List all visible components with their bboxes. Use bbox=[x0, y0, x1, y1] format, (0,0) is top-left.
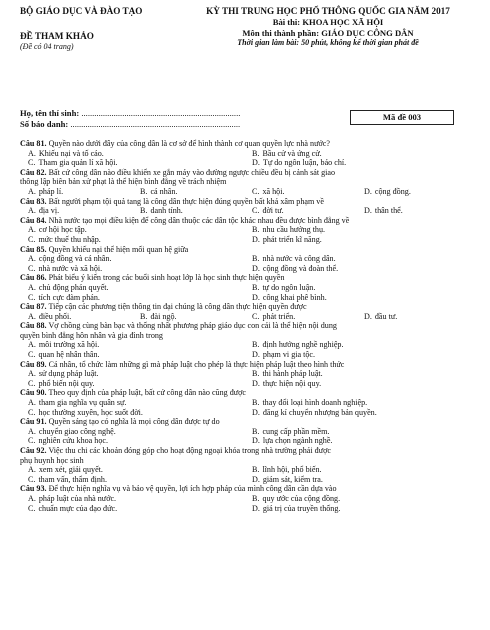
option-text: nhà nước và xã hội. bbox=[38, 263, 103, 273]
paper-name: Bài thi: KHOA HỌC XÃ HỘI bbox=[272, 17, 384, 27]
question-stem-line bbox=[20, 273, 476, 283]
answer-option bbox=[252, 206, 364, 216]
option-label: B. bbox=[252, 225, 260, 235]
question-stem-line bbox=[20, 417, 476, 427]
option-label: A. bbox=[28, 206, 36, 216]
answer-option bbox=[140, 187, 252, 197]
answer-row bbox=[20, 427, 476, 437]
subject-name: Môn thi thành phần: GIÁO DỤC CÔNG DÂN bbox=[242, 27, 414, 38]
question-text: Quyền khiếu nại thể hiện mối quan hệ giữa bbox=[48, 244, 189, 254]
answer-row bbox=[20, 465, 476, 475]
option-label: B. bbox=[252, 426, 260, 436]
option-label: B. bbox=[252, 493, 260, 503]
option-text: Khiếu nại và tố cáo. bbox=[38, 148, 104, 158]
question-item bbox=[20, 168, 476, 197]
option-text: thân thể. bbox=[374, 206, 403, 216]
answer-option bbox=[252, 494, 476, 504]
answer-option bbox=[252, 283, 476, 293]
answer-option bbox=[252, 398, 476, 408]
option-label: D. bbox=[364, 206, 372, 216]
option-label: D. bbox=[252, 234, 260, 244]
option-label: D. bbox=[364, 186, 372, 196]
answer-option bbox=[28, 350, 252, 360]
answer-row bbox=[20, 283, 476, 293]
option-label: B. bbox=[140, 206, 148, 216]
question-item bbox=[20, 417, 476, 446]
question-item bbox=[20, 446, 476, 484]
answer-row bbox=[20, 504, 476, 514]
option-text: đời tư. bbox=[262, 206, 284, 216]
header-right bbox=[178, 6, 478, 48]
question-stem-line bbox=[20, 245, 476, 255]
option-label: C. bbox=[28, 436, 36, 446]
answer-option bbox=[28, 340, 252, 350]
option-label: B. bbox=[252, 282, 260, 292]
option-text: thi hành pháp luật. bbox=[262, 369, 323, 379]
answer-option bbox=[28, 436, 252, 446]
answer-option bbox=[28, 465, 252, 475]
option-label: D. bbox=[252, 263, 260, 273]
answer-row bbox=[20, 494, 476, 504]
option-label: A. bbox=[28, 369, 36, 379]
answer-option bbox=[28, 408, 252, 418]
question-text: Tiếp cận các phương tiện thông tin đại chúng là công dân thực hiện quyền được bbox=[48, 302, 307, 312]
option-text: tham vấn, thẩm định. bbox=[38, 474, 107, 484]
answer-option bbox=[28, 187, 140, 197]
answer-option bbox=[252, 369, 476, 379]
option-text: phạm vi gia tộc. bbox=[262, 350, 316, 360]
header-left bbox=[20, 6, 170, 52]
question-text: Vợ chồng cùng bàn bạc và thống nhất phương pháp giáo dục con cái là thể hiện nội dung bbox=[48, 321, 337, 331]
option-text: sử dụng pháp luật. bbox=[38, 369, 99, 379]
option-text: nhu cầu hưởng thụ. bbox=[262, 225, 326, 235]
answer-option bbox=[28, 149, 252, 159]
option-label: C. bbox=[28, 292, 36, 302]
option-text: cung cấp phần mềm. bbox=[262, 426, 330, 436]
question-stem-line bbox=[20, 360, 476, 370]
question-stem-line bbox=[20, 302, 476, 312]
option-label: C. bbox=[28, 234, 36, 244]
question-stem-line bbox=[20, 446, 476, 456]
question-item bbox=[20, 360, 476, 389]
answer-option bbox=[252, 465, 476, 475]
answer-option bbox=[252, 254, 476, 264]
option-text: phổ biến nội quy. bbox=[38, 378, 95, 388]
question-number: Câu 87. bbox=[20, 302, 47, 312]
answer-row bbox=[20, 369, 476, 379]
question-stem-line bbox=[20, 177, 476, 187]
answer-option bbox=[28, 235, 252, 245]
question-stem-line bbox=[20, 216, 476, 226]
answer-option bbox=[28, 312, 140, 322]
exam-header bbox=[0, 6, 490, 82]
answer-row bbox=[20, 293, 476, 303]
option-text: quan hệ nhân thân. bbox=[38, 350, 100, 360]
question-number: Câu 91. bbox=[20, 417, 47, 427]
option-text: pháp lí. bbox=[38, 186, 64, 196]
question-number: Câu 84. bbox=[20, 215, 47, 225]
answer-option bbox=[28, 225, 252, 235]
option-text: danh tính. bbox=[150, 206, 183, 216]
option-label: D. bbox=[252, 503, 260, 513]
answer-row bbox=[20, 340, 476, 350]
answer-option bbox=[252, 158, 476, 168]
question-number: Câu 93. bbox=[20, 484, 47, 494]
question-list bbox=[20, 139, 476, 513]
option-text: tham gia nghĩa vụ quân sự. bbox=[38, 398, 127, 408]
option-text: công khai phê bình. bbox=[262, 292, 327, 302]
answer-option bbox=[28, 206, 140, 216]
answer-option bbox=[28, 398, 252, 408]
question-number: Câu 82. bbox=[20, 167, 47, 177]
option-text: Tham gia quản lí xã hội. bbox=[38, 158, 118, 168]
option-text: xã hội. bbox=[262, 186, 285, 196]
answer-option bbox=[252, 379, 476, 389]
question-item bbox=[20, 139, 476, 168]
option-text: phát triển kĩ năng. bbox=[262, 234, 322, 244]
option-text: đài ngộ. bbox=[150, 311, 177, 321]
question-text: Việc thu chi các khoản đóng góp cho hoạt động ngoại khóa trong nhà trường phải được bbox=[48, 446, 331, 455]
option-text: cộng đồng và cá nhân. bbox=[38, 254, 112, 264]
answer-option bbox=[252, 312, 364, 322]
option-label: A. bbox=[28, 254, 36, 264]
question-number: Câu 90. bbox=[20, 388, 47, 398]
option-text: Bầu cử và ứng cử. bbox=[262, 148, 322, 158]
answer-option bbox=[28, 283, 252, 293]
answer-option bbox=[140, 206, 252, 216]
option-text: lĩnh hội, phổ biến. bbox=[262, 465, 322, 475]
question-text: Phát biểu ý kiến trong các buổi sinh hoạt lớp là học sinh thực hiện quyền bbox=[48, 273, 285, 283]
student-name-field: .......................................................................... bbox=[81, 108, 241, 118]
option-text: môi trường xã hội. bbox=[38, 340, 100, 350]
option-text: thực hiện nội quy. bbox=[262, 378, 322, 388]
option-label: A. bbox=[28, 186, 36, 196]
option-label: B. bbox=[252, 369, 260, 379]
answer-option bbox=[252, 427, 476, 437]
answer-row bbox=[20, 379, 476, 389]
answer-row bbox=[20, 235, 476, 245]
option-label: C. bbox=[28, 407, 36, 417]
option-text: đăng kí chuyển nhượng bản quyền. bbox=[262, 407, 377, 417]
answer-option bbox=[252, 340, 476, 350]
option-text: chuyển giao công nghệ. bbox=[38, 426, 116, 436]
question-stem-line bbox=[20, 456, 476, 466]
question-number: Câu 89. bbox=[20, 359, 47, 369]
answer-row bbox=[20, 264, 476, 274]
option-label: C. bbox=[28, 263, 36, 273]
answer-option bbox=[28, 369, 252, 379]
answer-option bbox=[252, 350, 476, 360]
question-text: thông lập biên bản xử phạt là thể hiện bình đẳng về trách nhiệm bbox=[20, 177, 227, 187]
option-label: C. bbox=[252, 311, 260, 321]
option-label: C. bbox=[28, 378, 36, 388]
question-stem-line bbox=[20, 168, 476, 178]
option-text: pháp luật của nhà nước. bbox=[38, 493, 117, 503]
student-name-label: Họ, tên thí sinh: bbox=[20, 108, 80, 118]
option-label: C. bbox=[28, 158, 36, 168]
option-label: A. bbox=[28, 225, 36, 235]
option-text: học thường xuyên, học suốt đời. bbox=[38, 407, 143, 417]
option-text: cộng đồng và đoàn thể. bbox=[262, 263, 339, 273]
question-stem-line bbox=[20, 197, 476, 207]
answer-option bbox=[252, 187, 364, 197]
option-text: cơ hội học tập. bbox=[38, 225, 87, 235]
answer-option bbox=[252, 149, 476, 159]
question-text: phụ huynh học sinh bbox=[20, 455, 84, 465]
answer-row bbox=[20, 398, 476, 408]
exam-code-box: Mã đề 003 bbox=[350, 110, 454, 125]
option-text: định hướng nghề nghiệp. bbox=[262, 340, 344, 350]
option-label: C. bbox=[28, 474, 36, 484]
option-text: địa vị. bbox=[38, 206, 60, 216]
option-text: xem xét, giải quyết. bbox=[38, 465, 103, 475]
answer-option bbox=[252, 504, 476, 514]
question-item bbox=[20, 321, 476, 359]
option-label: A. bbox=[28, 493, 36, 503]
option-text: nghiên cứu khoa học. bbox=[38, 436, 109, 446]
question-item bbox=[20, 245, 476, 274]
question-text: Nhà nước tạo mọi điều kiện để công dân thuộc các dân tộc khác nhau đều được bình đẳng về bbox=[48, 215, 350, 225]
option-text: chủ động phán quyết. bbox=[38, 282, 109, 292]
option-label: D. bbox=[252, 158, 260, 168]
option-text: nhà nước và công dân. bbox=[262, 254, 336, 264]
answer-row bbox=[20, 149, 476, 159]
question-item bbox=[20, 484, 476, 513]
duration-note: Thời gian làm bài: 50 phút, không kể thời gian phát đề bbox=[237, 38, 419, 47]
question-item bbox=[20, 197, 476, 216]
option-text: mức thuế thu nhập. bbox=[38, 234, 101, 244]
option-text: tích cực đàm phán. bbox=[38, 292, 100, 302]
option-label: D. bbox=[252, 474, 260, 484]
option-label: D. bbox=[252, 436, 260, 446]
answer-row bbox=[20, 254, 476, 264]
option-label: D. bbox=[364, 311, 372, 321]
answer-option bbox=[252, 264, 476, 274]
answer-option bbox=[28, 379, 252, 389]
student-id-label: Số báo danh: bbox=[20, 119, 69, 129]
option-label: B. bbox=[252, 340, 260, 350]
option-label: A. bbox=[28, 426, 36, 436]
option-label: A. bbox=[28, 340, 36, 350]
exam-title: KỲ THI TRUNG HỌC PHỔ THÔNG QUỐC GIA NĂM 2017 bbox=[206, 6, 450, 16]
question-stem-line bbox=[20, 331, 476, 341]
question-text: Để thực hiện nghĩa vụ và bảo vệ quyền, lợi ích hợp pháp của mình công dân cần dựa vào bbox=[48, 484, 337, 494]
option-label: B. bbox=[252, 398, 260, 408]
answer-option bbox=[28, 254, 252, 264]
question-item bbox=[20, 388, 476, 417]
answer-option bbox=[28, 504, 252, 514]
option-text: quy ước của cộng đồng. bbox=[262, 493, 341, 503]
question-text: Bất người phạm tội quả tang là công dân thực hiện đúng quyền bất khả xâm phạm về bbox=[48, 196, 324, 206]
option-label: D. bbox=[252, 292, 260, 302]
option-label: A. bbox=[28, 311, 36, 321]
student-id-field: ............................................................................... bbox=[70, 119, 241, 129]
answer-option bbox=[252, 408, 476, 418]
answer-option bbox=[364, 206, 476, 216]
option-text: đầu tư. bbox=[374, 311, 398, 321]
answer-row bbox=[20, 225, 476, 235]
question-number: Câu 85. bbox=[20, 244, 47, 254]
option-label: A. bbox=[28, 148, 36, 158]
option-text: lựa chọn ngành nghề. bbox=[262, 436, 333, 446]
question-text: Quyền nào dưới đây của công dân là cơ sở để hình thành cơ quan quyền lực nhà nước? bbox=[48, 139, 330, 148]
option-text: tự do ngôn luận. bbox=[262, 282, 316, 292]
option-label: D. bbox=[252, 350, 260, 360]
answer-option bbox=[28, 427, 252, 437]
option-label: B. bbox=[140, 311, 148, 321]
question-item bbox=[20, 273, 476, 302]
answer-row bbox=[20, 436, 476, 446]
option-text: chuẩn mực của đạo đức. bbox=[38, 503, 118, 513]
question-text: quyền bình đẳng hôn nhân và gia đình trong bbox=[20, 330, 163, 340]
question-stem-line bbox=[20, 139, 476, 149]
option-text: điều phối. bbox=[38, 311, 72, 321]
option-text: giá trị của truyền thống. bbox=[262, 503, 341, 513]
option-label: A. bbox=[28, 398, 36, 408]
option-text: Tự do ngôn luận, báo chí. bbox=[262, 158, 347, 168]
option-text: cộng đồng. bbox=[374, 186, 411, 196]
question-text: Theo quy định của pháp luật, bất cứ công dân nào cũng được bbox=[48, 388, 247, 398]
answer-row bbox=[20, 350, 476, 360]
pages-note: (Đề có 04 trang) bbox=[20, 42, 74, 51]
answer-option bbox=[28, 293, 252, 303]
option-label: D. bbox=[252, 407, 260, 417]
answer-option bbox=[252, 293, 476, 303]
question-text: Cá nhân, tổ chức làm những gì mà pháp luật cho phép là thực hiện pháp luật theo hình thức bbox=[48, 359, 345, 369]
question-item bbox=[20, 302, 476, 321]
answer-option bbox=[252, 235, 476, 245]
question-number: Câu 86. bbox=[20, 273, 47, 283]
answer-option bbox=[252, 475, 476, 485]
option-text: thay đổi loại hình doanh nghiệp. bbox=[262, 398, 368, 408]
question-item bbox=[20, 216, 476, 245]
option-label: B. bbox=[252, 148, 260, 158]
option-label: A. bbox=[28, 282, 36, 292]
question-stem-line bbox=[20, 388, 476, 398]
option-label: B. bbox=[252, 254, 260, 264]
option-label: C. bbox=[252, 206, 260, 216]
answer-row bbox=[20, 408, 476, 418]
option-label: B. bbox=[252, 465, 260, 475]
doc-type: ĐỀ THAM KHẢO bbox=[20, 31, 94, 41]
answer-option bbox=[140, 312, 252, 322]
question-number: Câu 81. bbox=[20, 139, 47, 148]
answer-row bbox=[20, 187, 476, 197]
answer-row bbox=[20, 158, 476, 168]
question-text: Bất cứ công dân nào điều khiển xe gắn máy vào đường ngược chiều đều bị cảnh sát giao bbox=[48, 167, 336, 177]
option-text: phát triển. bbox=[262, 311, 296, 321]
answer-row bbox=[20, 206, 476, 216]
answer-option bbox=[252, 436, 476, 446]
option-label: D. bbox=[252, 378, 260, 388]
answer-option bbox=[252, 225, 476, 235]
option-label: C. bbox=[28, 350, 36, 360]
option-label: C. bbox=[252, 186, 260, 196]
answer-option bbox=[364, 312, 476, 322]
ministry-name: BỘ GIÁO DỤC VÀ ĐÀO TẠO bbox=[20, 6, 143, 16]
option-label: A. bbox=[28, 465, 36, 475]
option-label: C. bbox=[28, 503, 36, 513]
option-text: giám sát, kiểm tra. bbox=[262, 474, 323, 484]
question-text: Quyền sáng tạo có nghĩa là mọi công dân được tự do bbox=[48, 417, 220, 427]
answer-option bbox=[364, 187, 476, 197]
option-text: cá nhân. bbox=[150, 186, 178, 196]
student-name-row bbox=[20, 108, 310, 119]
answer-option bbox=[28, 494, 252, 504]
question-stem-line bbox=[20, 321, 476, 331]
answer-option bbox=[28, 264, 252, 274]
question-number: Câu 88. bbox=[20, 321, 47, 331]
answer-row bbox=[20, 312, 476, 322]
question-number: Câu 83. bbox=[20, 196, 47, 206]
student-id-row bbox=[20, 119, 310, 130]
answer-option bbox=[28, 158, 252, 168]
answer-option bbox=[28, 475, 252, 485]
question-number: Câu 92. bbox=[20, 446, 47, 455]
option-label: B. bbox=[140, 186, 148, 196]
student-info bbox=[20, 108, 310, 130]
question-stem-line bbox=[20, 484, 476, 494]
answer-row bbox=[20, 475, 476, 485]
